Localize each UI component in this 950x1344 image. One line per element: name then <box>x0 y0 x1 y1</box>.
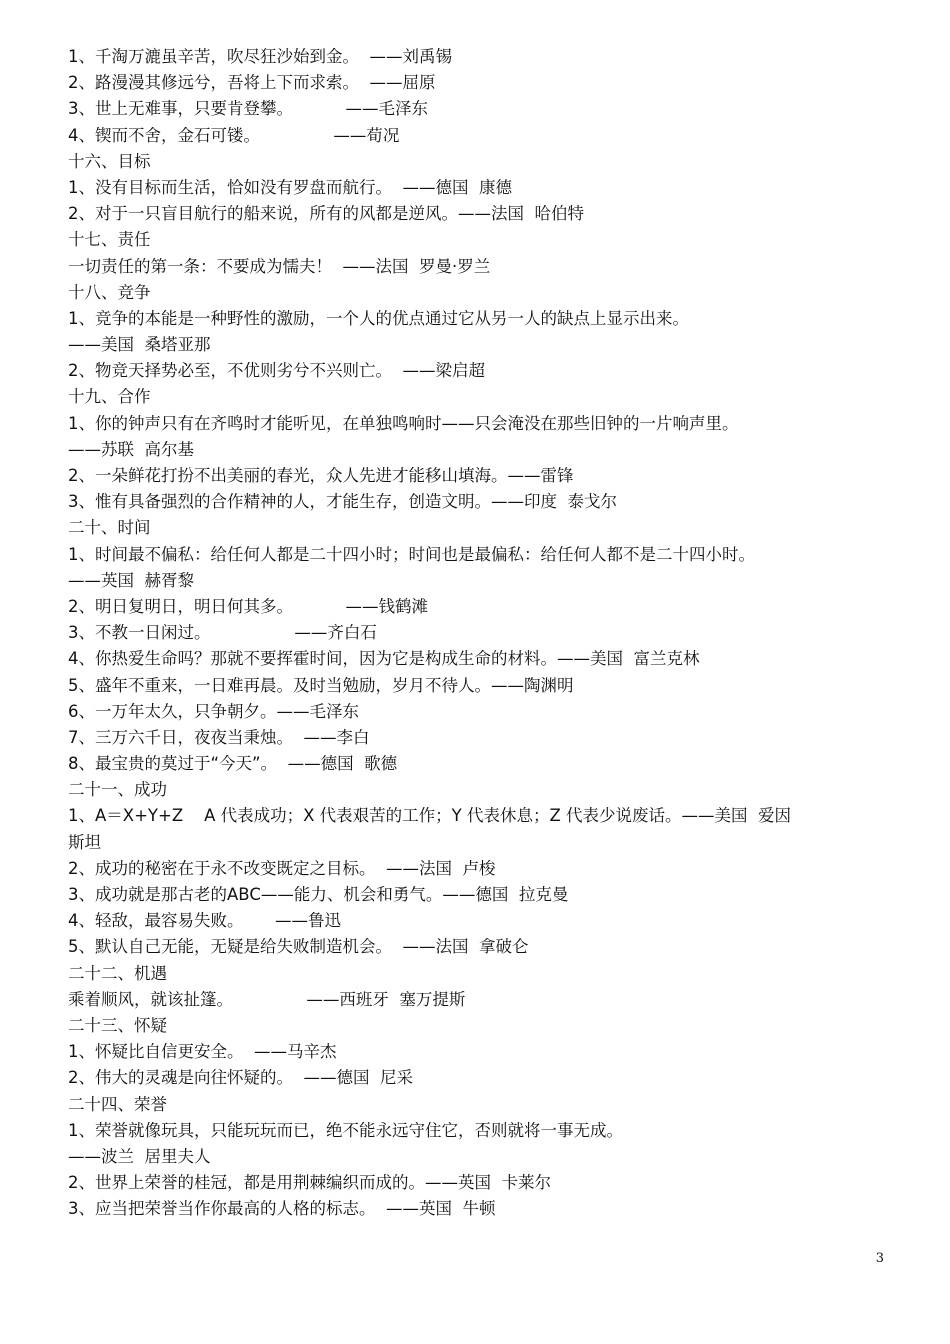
text-line: 4、轻敌，最容易失败。 ——鲁迅 <box>68 911 341 931</box>
text-line: 3、应当把荣誉当作你最高的人格的标志。 ——英国 牛顿 <box>68 1199 496 1219</box>
section-heading: 十六、目标 <box>68 151 151 171</box>
text-line: 1、没有目标而生活，恰如没有罗盘而航行。 ——德国 康德 <box>68 177 512 197</box>
text-line: 5、盛年不重来，一日难再晨。及时当勉励，岁月不待人。——陶渊明 <box>68 675 574 695</box>
text-line: ——美国 桑塔亚那 <box>68 335 211 355</box>
text-line: ——苏联 高尔基 <box>68 439 194 459</box>
text-line: 3、成功就是那古老的ABC——能力、机会和勇气。——德国 拉克曼 <box>68 885 569 904</box>
text-line: 1、A＝X+Y+Z A 代表成功；X 代表艰苦的工作；Y 代表休息；Z 代表少说废话。——美国 爱因 <box>68 806 792 826</box>
section-heading: 二十二、机遇 <box>68 963 167 983</box>
text-line: 3、惟有具备强烈的合作精神的人，才能生存，创造文明。——印度 泰戈尔 <box>68 492 617 512</box>
section-heading: 十七、责任 <box>68 230 151 250</box>
section-heading: 二十、时间 <box>68 518 151 538</box>
text-line: 1、竞争的本能是一种野性的激励，一个人的优点通过它从另一人的缺点上显示出来。 <box>68 308 689 328</box>
text-line: ——英国 赫胥黎 <box>68 570 194 590</box>
text-line: 斯坦 <box>68 832 101 852</box>
text-line: 一切责任的第一条：不要成为懦夫！ ——法国 罗曼·罗兰 <box>68 256 491 276</box>
text-line: 5、默认自己无能，无疑是给失败制造机会。 ——法国 拿破仑 <box>68 937 529 957</box>
section-heading: 二十一、成功 <box>68 780 167 800</box>
text-line: 2、成功的秘密在于永不改变既定之目标。 ——法国 卢梭 <box>68 858 496 878</box>
text-line: 4、你热爱生命吗？那就不要挥霍时间，因为它是构成生命的材料。——美国 富兰克林 <box>68 649 700 669</box>
text-line: 1、时间最不偏私：给任何人都是二十四小时；时间也是最偏私：给任何人都不是二十四小时。 <box>68 544 755 564</box>
text-line: 6、一万年太久，只争朝夕。——毛泽东 <box>68 701 359 721</box>
text-line: 2、一朵鲜花打扮不出美丽的春光，众人先进才能移山填海。——雷锋 <box>68 466 574 485</box>
section-heading: 二十四、荣誉 <box>68 1094 167 1114</box>
section-heading: 十九、合作 <box>68 387 151 407</box>
text-line: ——波兰 居里夫人 <box>68 1146 211 1166</box>
text-line: 4、锲而不舍，金石可镂。 ——荀况 <box>68 125 400 145</box>
text-line: 2、明日复明日，明日何其多。 ——钱鹤滩 <box>68 596 428 616</box>
text-line: 2、伟大的灵魂是向往怀疑的。 ——德国 尼采 <box>68 1068 413 1088</box>
section-heading: 二十三、怀疑 <box>68 1015 167 1035</box>
text-line: 1、荣誉就像玩具，只能玩玩而已，绝不能永远守住它，否则就将一事无成。 <box>68 1120 623 1140</box>
text-line: 乘着顺风，就该扯篷。 ——西班牙 塞万提斯 <box>68 989 466 1009</box>
text-line: 3、不教一日闲过。 ——齐白石 <box>68 623 377 643</box>
text-line: 2、路漫漫其修远兮，吾将上下而求索。 ——屈原 <box>68 73 436 93</box>
text-line: 7、三万六千日，夜夜当秉烛。 ——李白 <box>68 727 370 747</box>
text-line: 1、你的钟声只有在齐鸣时才能听见，在单独鸣响时——只会淹没在那些旧钟的一片响声里。 <box>68 413 739 433</box>
section-heading: 十八、竞争 <box>68 282 151 302</box>
document-page <box>68 44 898 1222</box>
page-number: 3 <box>875 1251 884 1266</box>
text-line: 1、怀疑比自信更安全。 ——马辛杰 <box>68 1042 337 1062</box>
text-line: 2、对于一只盲目航行的船来说，所有的风都是逆风。——法国 哈伯特 <box>68 204 584 224</box>
text-line: 3、世上无难事，只要肯登攀。 ——毛泽东 <box>68 99 428 119</box>
text-line: 8、最宝贵的莫过于“今天”。 ——德国 歌德 <box>68 754 398 774</box>
text-line: 1、千淘万漉虽辛苦，吹尽狂沙始到金。 ——刘禹锡 <box>68 47 452 66</box>
text-line: 2、物竞天择势必至，不优则劣兮不兴则亡。 ——梁启超 <box>68 361 485 381</box>
text-line: 2、世界上荣誉的桂冠，都是用荆棘编织而成的。——英国 卡莱尔 <box>68 1173 551 1193</box>
